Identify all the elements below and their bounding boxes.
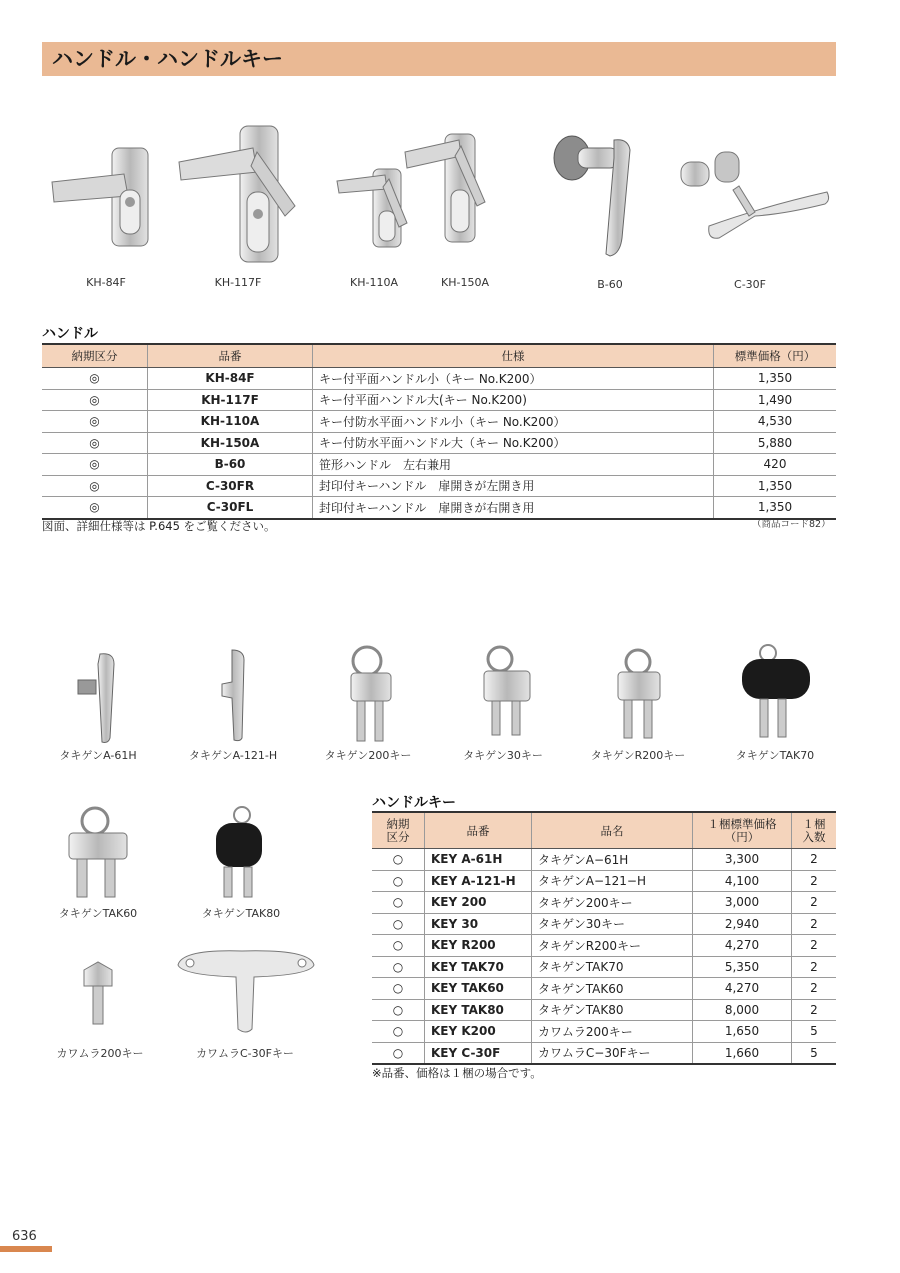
delivery-mark: ◎ xyxy=(42,454,148,476)
kh-117f-image xyxy=(175,122,305,267)
tak70-key-image xyxy=(738,643,818,743)
page-number: 636 xyxy=(12,1229,37,1244)
product-name: タキゲン200キー xyxy=(532,892,693,914)
delivery-mark: ◎ xyxy=(42,368,148,390)
key-caption: タキゲン30キー xyxy=(463,749,543,762)
price: 1,350 xyxy=(714,475,837,497)
product-name: タキゲンTAK80 xyxy=(532,999,693,1021)
kh-84f-image xyxy=(50,140,160,250)
price: 1,660 xyxy=(693,1042,792,1064)
price: 1,490 xyxy=(714,389,837,411)
product-caption: KH-84F xyxy=(86,276,126,289)
a-61h-key-image xyxy=(70,650,125,745)
delivery-mark: ○ xyxy=(372,849,425,871)
table-row xyxy=(372,935,836,957)
table-row xyxy=(372,870,836,892)
product-name: タキゲンA−121−H xyxy=(532,870,693,892)
delivery-mark: ◎ xyxy=(42,432,148,454)
delivery-mark: ○ xyxy=(372,956,425,978)
quantity: 2 xyxy=(792,849,837,871)
handle-note: 図面、詳細仕様等は P.645 をご覧ください。 xyxy=(42,519,276,533)
table-row xyxy=(372,913,836,935)
table-row xyxy=(372,849,836,871)
delivery-mark: ◎ xyxy=(42,389,148,411)
product-code: KEY TAK60 xyxy=(425,978,532,1000)
table-row xyxy=(42,411,836,433)
key-caption: タキゲンA-121-H xyxy=(188,749,278,762)
product-code: KEY A-61H xyxy=(425,849,532,871)
table-row xyxy=(372,978,836,1000)
product-code: KEY A-121-H xyxy=(425,870,532,892)
table-row xyxy=(372,956,836,978)
product-name: タキゲンTAK70 xyxy=(532,956,693,978)
key-caption: タキゲン200キー xyxy=(324,749,412,762)
price: 1,650 xyxy=(693,1021,792,1043)
column-header: 品名 xyxy=(532,812,693,849)
handle-section-title: ハンドル xyxy=(42,326,98,342)
price: 4,270 xyxy=(693,935,792,957)
price: 3,300 xyxy=(693,849,792,871)
price: 2,940 xyxy=(693,913,792,935)
product-code: KH-150A xyxy=(148,432,313,454)
b-60-image xyxy=(550,128,640,263)
spec: 封印付キーハンドル 扉開きが左開き用 xyxy=(313,475,714,497)
handle-table xyxy=(42,343,836,520)
table-row xyxy=(372,1042,836,1064)
quantity: 2 xyxy=(792,870,837,892)
product-caption: KH-117F xyxy=(214,276,262,289)
table-row xyxy=(372,892,836,914)
price: 5,880 xyxy=(714,432,837,454)
price: 420 xyxy=(714,454,837,476)
spec: キー付防水平面ハンドル大（キー No.K200） xyxy=(313,432,714,454)
price: 4,270 xyxy=(693,978,792,1000)
product-code-note: （商品コード82） xyxy=(752,519,831,530)
table-row xyxy=(372,999,836,1021)
price: 4,100 xyxy=(693,870,792,892)
table-row xyxy=(42,389,836,411)
handlekey-note: ※品番、価格は１梱の場合です。 xyxy=(372,1066,542,1080)
key-caption: タキゲンTAK70 xyxy=(735,749,815,762)
table-row xyxy=(372,1021,836,1043)
handlekey-section-title: ハンドルキー xyxy=(372,795,456,811)
key-caption: カワムラC-30Fキー xyxy=(196,1047,294,1060)
product-caption: KH-150A xyxy=(441,276,489,289)
column-header: 標準価格（円） xyxy=(714,344,837,368)
product-code: KEY K200 xyxy=(425,1021,532,1043)
quantity: 2 xyxy=(792,999,837,1021)
product-code: KH-117F xyxy=(148,389,313,411)
product-code: KEY TAK70 xyxy=(425,956,532,978)
table-row xyxy=(42,454,836,476)
delivery-mark: ○ xyxy=(372,1021,425,1043)
product-name: タキゲンTAK60 xyxy=(532,978,693,1000)
column-header: 納期 区分 xyxy=(372,812,425,849)
product-caption: KH-110A xyxy=(350,276,398,289)
product-code: C-30FR xyxy=(148,475,313,497)
column-header: 品番 xyxy=(148,344,313,368)
column-header: 仕様 xyxy=(313,344,714,368)
column-header: １梱標準価格 （円） xyxy=(693,812,792,849)
quantity: 5 xyxy=(792,1042,837,1064)
kawamura-c-30f-key-image xyxy=(172,945,320,1035)
kawamura-200-key-image xyxy=(78,960,118,1028)
delivery-mark: ◎ xyxy=(42,497,148,519)
product-name: カワムラC−30Fキー xyxy=(532,1042,693,1064)
product-code: KEY R200 xyxy=(425,935,532,957)
quantity: 2 xyxy=(792,978,837,1000)
spec: キー付平面ハンドル小（キー No.K200） xyxy=(313,368,714,390)
delivery-mark: ○ xyxy=(372,935,425,957)
product-name: タキゲンR200キー xyxy=(532,935,693,957)
table-row xyxy=(42,475,836,497)
column-header: 納期区分 xyxy=(42,344,148,368)
delivery-mark: ◎ xyxy=(42,475,148,497)
price: 4,530 xyxy=(714,411,837,433)
delivery-mark: ○ xyxy=(372,999,425,1021)
c-30f-image xyxy=(675,148,835,243)
product-code: B-60 xyxy=(148,454,313,476)
page-title: ハンドル・ハンドルキー xyxy=(42,42,836,76)
delivery-mark: ○ xyxy=(372,870,425,892)
a-121-h-key-image xyxy=(210,648,255,743)
spec: キー付平面ハンドル大(キー No.K200) xyxy=(313,389,714,411)
price: 5,350 xyxy=(693,956,792,978)
key-caption: カワムラ200キー xyxy=(56,1047,144,1060)
key-caption: タキゲンTAK80 xyxy=(201,907,281,920)
product-code: KH-110A xyxy=(148,411,313,433)
quantity: 2 xyxy=(792,956,837,978)
spec: 笹形ハンドル 左右兼用 xyxy=(313,454,714,476)
table-row xyxy=(42,432,836,454)
price: 1,350 xyxy=(714,368,837,390)
200-key-image xyxy=(345,645,400,745)
table-row xyxy=(42,368,836,390)
product-name: タキゲンA−61H xyxy=(532,849,693,871)
quantity: 2 xyxy=(792,913,837,935)
product-code: C-30FL xyxy=(148,497,313,519)
product-caption: C-30F xyxy=(734,278,766,291)
key-caption: タキゲンTAK60 xyxy=(58,907,138,920)
price: 3,000 xyxy=(693,892,792,914)
delivery-mark: ○ xyxy=(372,892,425,914)
price: 8,000 xyxy=(693,999,792,1021)
30-key-image xyxy=(478,645,538,740)
tak80-key-image xyxy=(210,805,270,900)
kh-150a-image xyxy=(403,130,493,245)
quantity: 5 xyxy=(792,1021,837,1043)
product-caption: B-60 xyxy=(597,278,623,291)
product-name: カワムラ200キー xyxy=(532,1021,693,1043)
column-header: １梱 入数 xyxy=(792,812,837,849)
delivery-mark: ○ xyxy=(372,913,425,935)
delivery-mark: ○ xyxy=(372,978,425,1000)
quantity: 2 xyxy=(792,892,837,914)
spec: キー付防水平面ハンドル小（キー No.K200） xyxy=(313,411,714,433)
handlekey-table xyxy=(372,811,836,1065)
delivery-mark: ◎ xyxy=(42,411,148,433)
key-caption: タキゲンR200キー xyxy=(590,749,686,762)
price: 1,350 xyxy=(714,497,837,519)
r200-key-image xyxy=(612,648,667,743)
quantity: 2 xyxy=(792,935,837,957)
column-header: 品番 xyxy=(425,812,532,849)
key-caption: タキゲンA-61H xyxy=(59,749,137,762)
delivery-mark: ○ xyxy=(372,1042,425,1064)
product-code: KEY C-30F xyxy=(425,1042,532,1064)
product-code: KH-84F xyxy=(148,368,313,390)
tak60-key-image xyxy=(65,805,135,900)
product-code: KEY TAK80 xyxy=(425,999,532,1021)
table-row xyxy=(42,497,836,519)
page-accent-bar xyxy=(0,1246,52,1252)
spec: 封印付キーハンドル 扉開きが右開き用 xyxy=(313,497,714,519)
product-name: タキゲン30キー xyxy=(532,913,693,935)
product-code: KEY 200 xyxy=(425,892,532,914)
product-code: KEY 30 xyxy=(425,913,532,935)
